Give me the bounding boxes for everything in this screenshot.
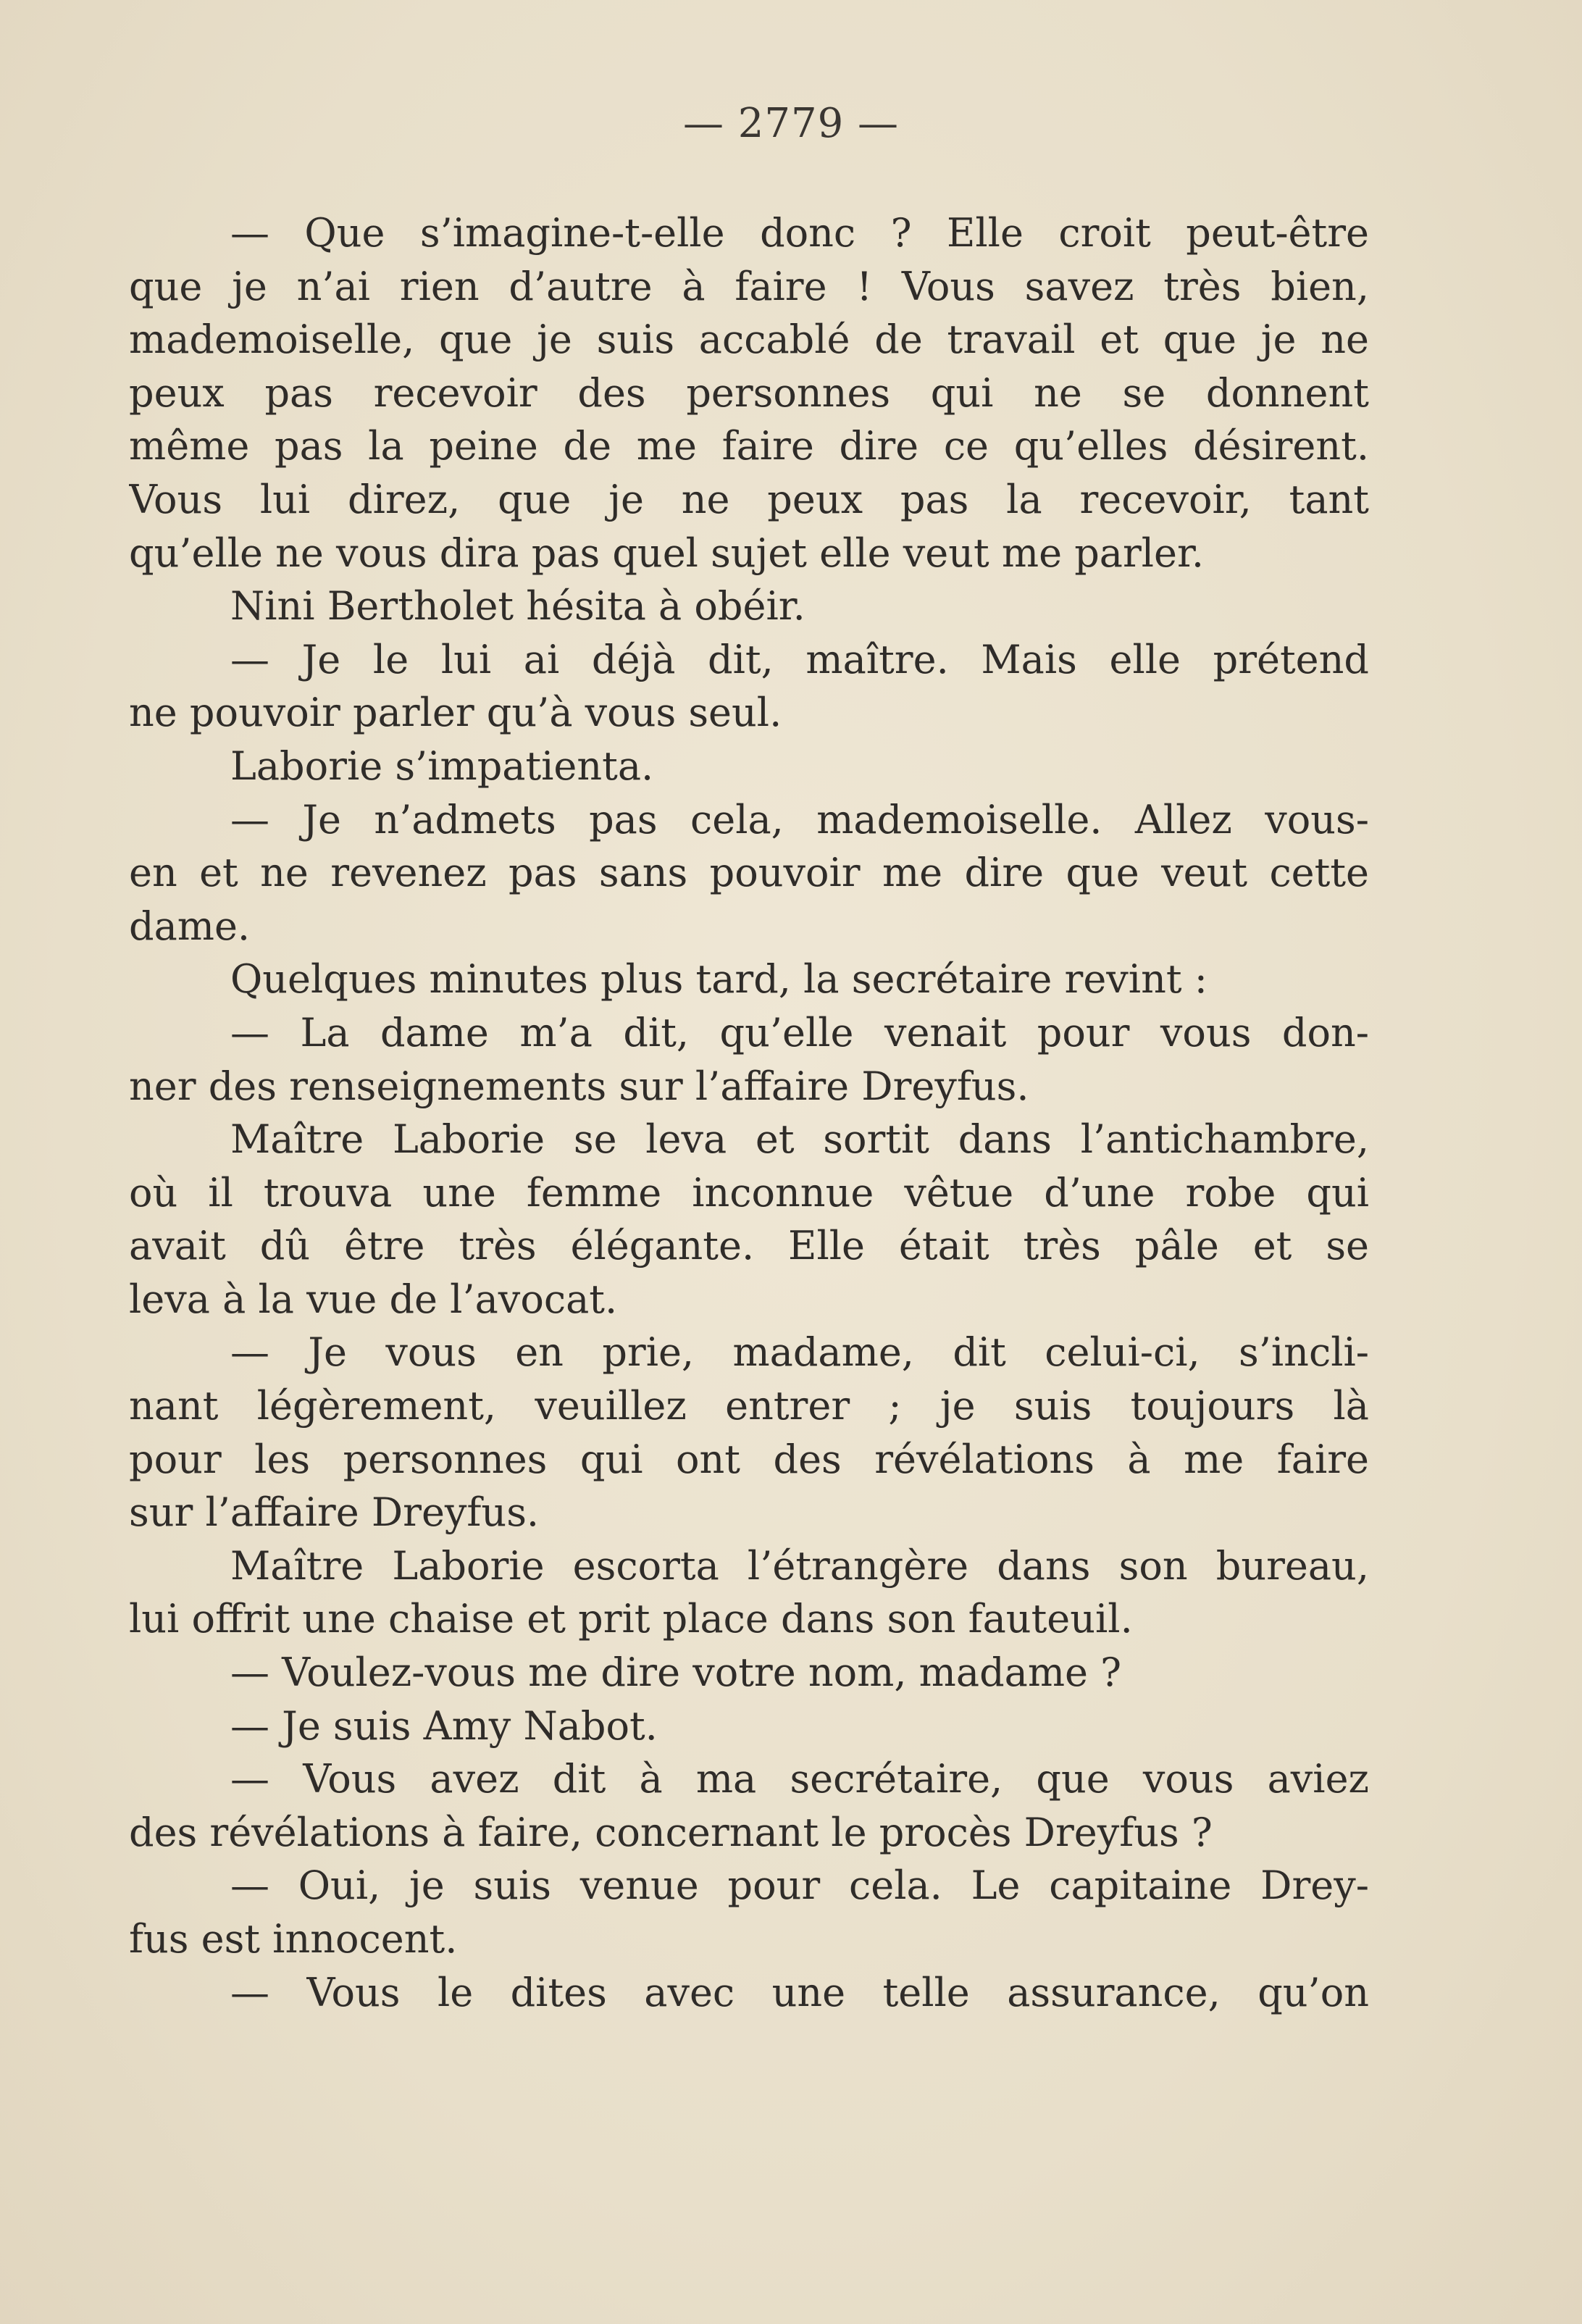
text-line: — La dame m’a dit, qu’elle venait pour vous don- (230, 1009, 1369, 1056)
text-line: — Que s’imagine-t-elle donc ? Elle croit peut-être (230, 210, 1369, 256)
text-line: — Voulez-vous me dire votre nom, madame ? (230, 1650, 1122, 1696)
text-line: qu’elle ne vous dira pas quel sujet elle veut me parler. (129, 530, 1205, 576)
text-line: Maître Laborie se leva et sortit dans l’antichambre, (230, 1116, 1369, 1163)
text-line: Quelques minutes plus tard, la secrétaire revint : (230, 956, 1208, 1003)
text-line: Nini Bertholet hésita à obéir. (230, 583, 805, 630)
text-line: en et ne revenez pas sans pouvoir me dire que veut cette (129, 850, 1369, 896)
text-line: des révélations à faire, concernant le procès Dreyfus ? (129, 1809, 1213, 1855)
text-line: leva à la vue de l’avocat. (129, 1276, 618, 1322)
body-text (129, 206, 1369, 2019)
text-line: dame. (129, 903, 251, 949)
text-line: pour les personnes qui ont des révélations à me faire (129, 1436, 1369, 1482)
text-line: lui offrit une chaise et prit place dans son fauteuil. (129, 1596, 1133, 1642)
text-line: nant légèrement, veuillez entrer ; je suis toujours là (129, 1383, 1369, 1429)
text-line: Maître Laborie escorta l’étrangère dans son bureau, (230, 1542, 1369, 1589)
text-line: Laborie s’impatienta. (230, 743, 654, 789)
text-line: que je n’ai rien d’autre à faire ! Vous savez très bien, (129, 263, 1369, 309)
text-line: — Je n’admets pas cela, mademoiselle. Allez vous- (230, 796, 1369, 843)
text-line: — Vous le dites avec une telle assurance, qu’on (230, 1969, 1369, 2015)
text-line: sur l’affaire Dreyfus. (129, 1489, 540, 1536)
text-line: ner des renseignements sur l’affaire Dreyfus. (129, 1063, 1029, 1109)
text-line: — Oui, je suis venue pour cela. Le capitaine Drey- (230, 1863, 1369, 1909)
text-line: même pas la peine de me faire dire ce qu’elles désirent. (129, 423, 1369, 469)
text-line: où il trouva une femme inconnue vêtue d’une robe qui (129, 1169, 1369, 1216)
text-line: mademoiselle, que je suis accablé de travail et que je ne (129, 317, 1369, 363)
page-number: — 2779 — (682, 100, 900, 147)
text-line: — Vous avez dit à ma secrétaire, que vous aviez (230, 1756, 1369, 1802)
text-line: ne pouvoir parler qu’à vous seul. (129, 690, 782, 736)
text-line: peux pas recevoir des personnes qui ne se donnent (129, 369, 1369, 416)
text-line: — Je le lui ai déjà dit, maître. Mais elle prétend (230, 636, 1369, 682)
text-line: — Je vous en prie, madame, dit celui-ci, s’incli- (230, 1329, 1369, 1376)
text-line: Vous lui direz, que je ne peux pas la recevoir, tant (129, 476, 1369, 522)
text-line: avait dû être très élégante. Elle était très pâle et se (129, 1223, 1369, 1269)
text-line: — Je suis Amy Nabot. (230, 1702, 658, 1749)
text-line: fus est innocent. (129, 1916, 458, 1962)
